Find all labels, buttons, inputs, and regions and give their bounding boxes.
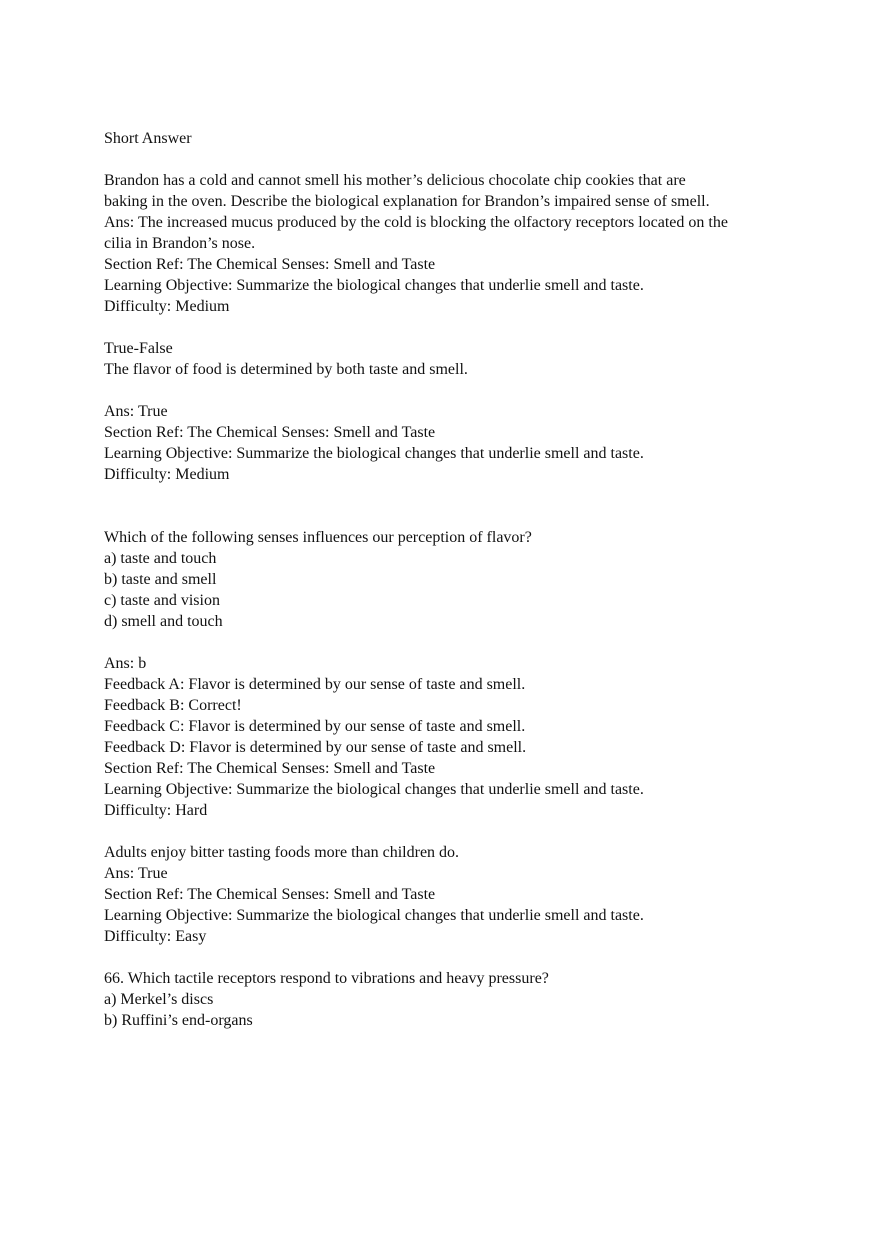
feedback-b: Feedback B: Correct! bbox=[104, 697, 242, 714]
feedback-c: Feedback C: Flavor is determined by our sense of taste and smell. bbox=[104, 718, 526, 735]
section-heading: True-False bbox=[104, 340, 173, 357]
section-ref: Section Ref: The Chemical Senses: Smell and Taste bbox=[104, 886, 436, 903]
section-ref: Section Ref: The Chemical Senses: Smell and Taste bbox=[104, 760, 436, 777]
feedback-d: Feedback D: Flavor is determined by our sense of taste and smell. bbox=[104, 739, 527, 756]
difficulty: Difficulty: Easy bbox=[104, 928, 207, 945]
answer-text: Ans: True bbox=[104, 865, 168, 882]
answer-text: Ans: True bbox=[104, 403, 168, 420]
learning-objective: Learning Objective: Summarize the biological changes that underlie smell and taste. bbox=[104, 445, 644, 462]
difficulty: Difficulty: Medium bbox=[104, 298, 230, 315]
difficulty: Difficulty: Medium bbox=[104, 466, 230, 483]
answer-text: cilia in Brandon’s nose. bbox=[104, 235, 256, 252]
section-ref: Section Ref: The Chemical Senses: Smell and Taste bbox=[104, 424, 436, 441]
question-text: Adults enjoy bitter tasting foods more than children do. bbox=[104, 844, 460, 861]
question-text: 66. Which tactile receptors respond to vibrations and heavy pressure? bbox=[104, 970, 549, 987]
learning-objective: Learning Objective: Summarize the biological changes that underlie smell and taste. bbox=[104, 781, 644, 798]
option-c: c) taste and vision bbox=[104, 592, 220, 609]
option-a: a) taste and touch bbox=[104, 550, 217, 567]
option-b: b) Ruffini’s end-organs bbox=[104, 1012, 253, 1029]
question-text: baking in the oven. Describe the biological explanation for Brandon’s impaired sense of smell. bbox=[104, 193, 710, 210]
option-b: b) taste and smell bbox=[104, 571, 217, 588]
option-a: a) Merkel’s discs bbox=[104, 991, 214, 1008]
question-text: The flavor of food is determined by both taste and smell. bbox=[104, 361, 468, 378]
question-text: Which of the following senses influences our perception of flavor? bbox=[104, 529, 532, 546]
answer-text: Ans: b bbox=[104, 655, 147, 672]
section-heading: Short Answer bbox=[104, 130, 192, 147]
difficulty: Difficulty: Hard bbox=[104, 802, 208, 819]
learning-objective: Learning Objective: Summarize the biological changes that underlie smell and taste. bbox=[104, 907, 644, 924]
section-ref: Section Ref: The Chemical Senses: Smell and Taste bbox=[104, 256, 436, 273]
answer-text: Ans: The increased mucus produced by the cold is blocking the olfactory receptors located on the bbox=[104, 214, 728, 231]
option-d: d) smell and touch bbox=[104, 613, 223, 630]
question-text: Brandon has a cold and cannot smell his mother’s delicious chocolate chip cookies that are bbox=[104, 172, 686, 189]
learning-objective: Learning Objective: Summarize the biological changes that underlie smell and taste. bbox=[104, 277, 644, 294]
feedback-a: Feedback A: Flavor is determined by our sense of taste and smell. bbox=[104, 676, 526, 693]
